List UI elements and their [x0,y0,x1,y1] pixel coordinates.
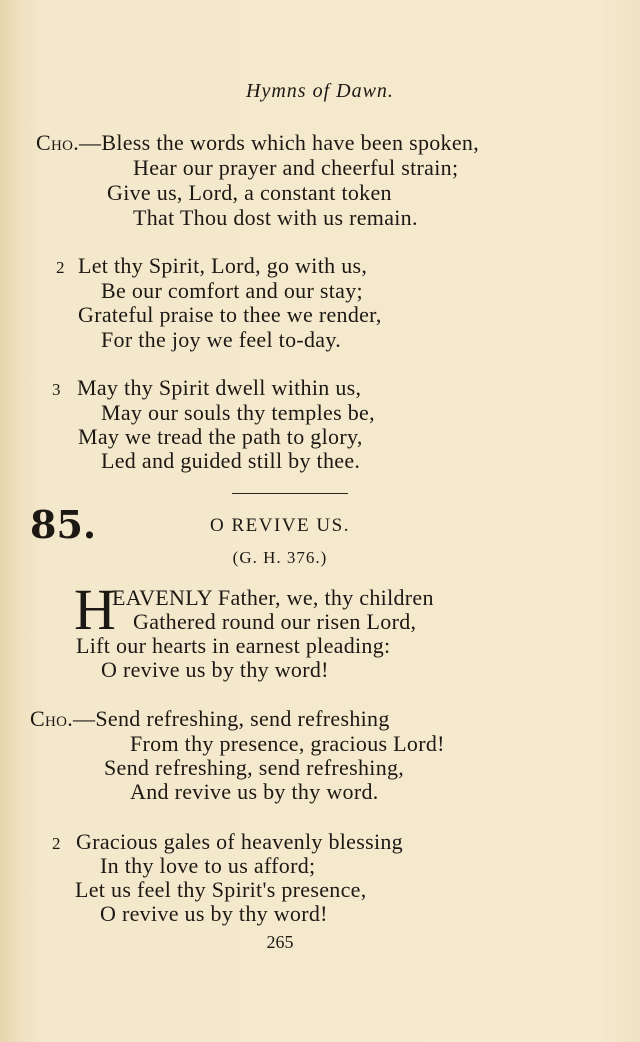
verse2-line-2: In thy love to us afford; [100,853,316,878]
verse2-line-3: Let us feel thy Spirit's presence, [75,877,367,902]
verse1-first-word: EAVENLY [112,585,213,610]
verse-text: Let thy Spirit, Lord, go with us, [78,253,368,278]
section-divider [232,493,348,494]
chorus-line-2: From thy presence, gracious Lord! [130,731,445,756]
chorus-text: Bless the words which have been spoken, [101,130,480,155]
page-number: 265 [266,932,294,952]
hymn-title: O REVIVE US. [210,515,350,536]
verse1-line-2: Gathered round our risen Lord, [133,609,417,634]
prev-verse2-line-4: For the joy we feel to-day. [101,327,342,352]
hymn-reference: (G. H. 376.) [232,548,328,567]
prev-verse3-line-1 [52,375,361,403]
verse-number: 2 [52,834,61,853]
prev-verse3-line-2: May our souls thy temples be, [101,400,375,425]
chorus-label: Cho.— [36,130,102,155]
verse1-first-tail: Father, we, thy children [212,585,434,610]
verse-number: 3 [52,380,61,399]
prev-chorus-line-4: That Thou dost with us remain. [133,205,418,230]
verse2-line-4: O revive us by thy word! [100,901,328,926]
chorus-text: Send refreshing, send refreshing [95,706,390,731]
chorus-line-4: And revive us by thy word. [130,779,379,804]
prev-verse2-line-3: Grateful praise to thee we render, [78,302,382,327]
verse-number: 2 [56,258,65,277]
prev-chorus-line-1 [36,130,479,156]
chorus-label: Cho.— [30,706,96,731]
prev-verse2-line-2: Be our comfort and our stay; [101,278,363,303]
prev-chorus-line-2: Hear our prayer and cheerful strain; [133,155,459,180]
verse-text: May thy Spirit dwell within us, [77,375,362,400]
verse1-line-1 [112,585,434,611]
verse-text: Gracious gales of heavenly blessing [76,829,403,854]
prev-verse3-line-4: Led and guided still by thee. [101,448,361,473]
hymn-number: 85. [30,502,97,547]
prev-verse3-line-3: May we tread the path to glory, [78,424,363,449]
chorus-line-3: Send refreshing, send refreshing, [104,755,405,780]
drop-cap: H [74,577,116,642]
prev-chorus-line-3: Give us, Lord, a constant token [107,180,392,205]
prev-verse2-line-1 [56,253,367,281]
running-header: Hymns of Dawn. [246,80,394,102]
chorus-line-1 [30,706,390,732]
verse1-line-4: O revive us by thy word! [101,657,329,682]
verse1-line-3: Lift our hearts in earnest pleading: [76,633,391,658]
